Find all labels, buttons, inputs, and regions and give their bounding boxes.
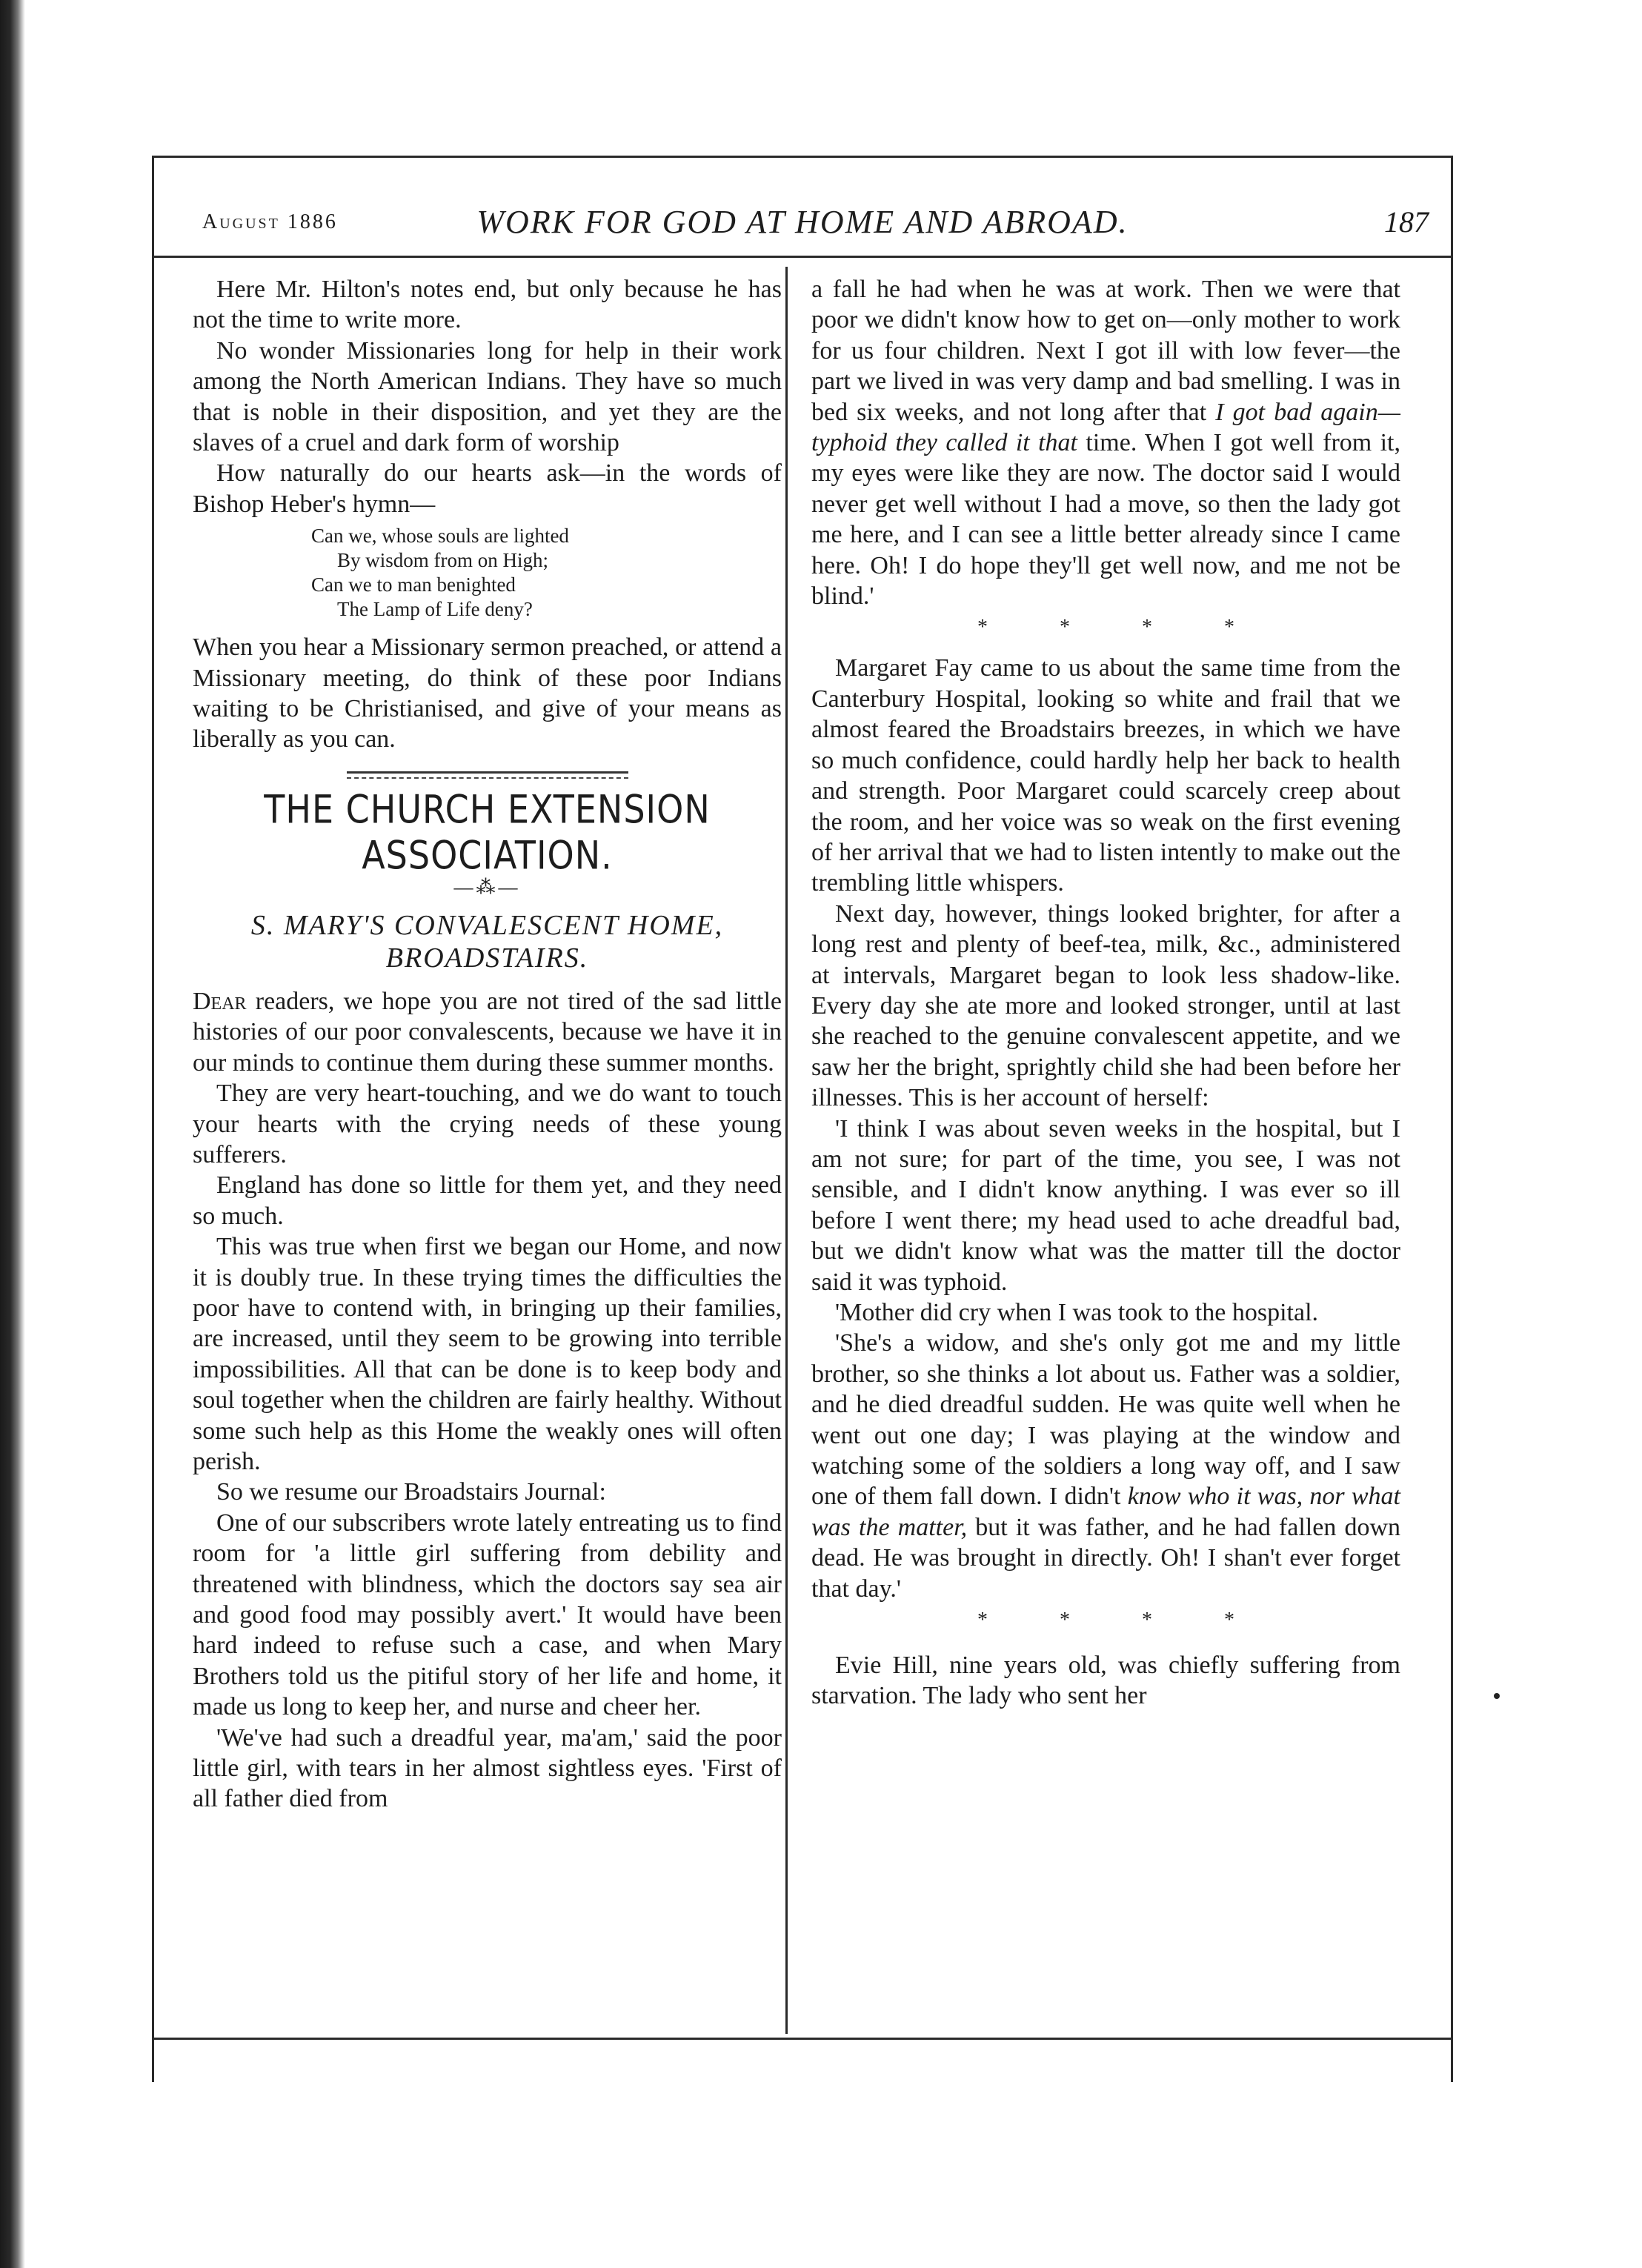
paragraph: Evie Hill, nine years old, was chiefly suffering from starvation. The lady who sent her xyxy=(811,1652,1400,1710)
paragraph-text: readers, we hope you are not tired of the sad little histories of our poor convalescents, because we have it in our minds to continue them during these summer months. xyxy=(193,987,782,1077)
paragraph: Here Mr. Hilton's notes end, but only because he has not the time to write more. xyxy=(193,276,782,334)
paragraph: 'Mother did cry when I was took to the hospital. xyxy=(835,1299,1319,1326)
paragraph: When you hear a Missionary sermon preached, or attend a Missionary meeting, do think of these poor Indians waiting to be Christianised, and give of your means as liberally as you can. xyxy=(193,633,782,754)
paragraph-text: time. When I got well from it, my eyes were like they are now. The doctor said I would never get well without I had a move, so then the lady got me here, and I can see a little better already since I came here. Oh! I do hope they'll get well now, and me not be blind.' xyxy=(811,429,1400,611)
page-frame xyxy=(152,156,1453,2082)
drop-cap-word: Dear xyxy=(193,987,247,1015)
paragraph: 'I think I was about seven weeks in the hospital, but I am not sure; for part of the time, you see, I was not sensible, and I didn't know anything. I was ever so ill before I went there; my head used to ache dreadful bad, but we didn't know what was the matter till the doctor said it was typhoid. xyxy=(811,1114,1400,1296)
section-divider xyxy=(347,771,628,779)
asterism-divider: * * * * xyxy=(977,1609,1234,1632)
paragraph: They are very heart-touching, and we do want to touch your hearts with the crying needs of these young sufferers. xyxy=(193,1080,782,1168)
paragraph: 'We've had such a dreadful year, ma'am,' said the poor little girl, with tears in her almost sightless eyes. 'First of all father died from xyxy=(193,1723,782,1813)
running-title: WORK FOR GOD AT HOME AND ABROAD. xyxy=(476,204,1129,240)
paragraph xyxy=(811,1328,1400,1604)
paragraph-text: 'She's a widow, and she's only got me and my little brother, so she thinks a lot about us. Father was a soldier, and he died dreadful sudden. He was quite well when he went out one day; I was playing at the window and watching some of the soldiers a long way off, and I saw one of them fall down. I didn't xyxy=(811,1329,1400,1511)
column-divider xyxy=(785,267,788,2034)
paragraph xyxy=(811,274,1400,611)
subtitle-line: BROADSTAIRS. xyxy=(385,942,589,974)
book-spine-edge xyxy=(0,0,25,2268)
ornament-divider: —⁂— xyxy=(453,876,521,898)
verse-line: Can we to man benighted xyxy=(311,573,516,596)
subtitle-line: S. MARY'S CONVALESCENT HOME, xyxy=(250,909,724,941)
paragraph xyxy=(193,986,782,1078)
paragraph: One of our subscribers wrote lately entreating us to find room for 'a little girl suffering from debility and threatened with blindness, which the doctors say sea air and good food may possibly avert.' It would have been hard indeed to refuse such a case, and when Mary Brothers told us the pitiful story of her life and home, it made us long to keep her, and nurse and cheer her. xyxy=(193,1509,782,1721)
paragraph: No wonder Missionaries long for help in their work among the North American Indians. They have so much that is noble in their disposition, and yet they are the slaves of a cruel and dark form of worship xyxy=(193,336,782,457)
page-number: 187 xyxy=(1384,205,1429,239)
paragraph: Margaret Fay came to us about the same time from the Canterbury Hospital, looking so white and frail that we almost feared the Broadstairs breezes, in which we have so much confidence, could hardly help her back to health and strength. Poor Margaret could scarcely creep about the room, and her voice was so weak on the first evening of her arrival that we had to listen intently to make out the trembling little whispers. xyxy=(811,654,1400,897)
verse-line: Can we, whose souls are lighted xyxy=(311,525,569,548)
section-title: THE CHURCH EXTENSION ASSOCIATION. xyxy=(264,785,711,878)
italic-text: I got bad again—typhoid they called it that xyxy=(811,398,1400,457)
right-column xyxy=(811,274,1400,1712)
article-subtitle xyxy=(193,909,782,974)
top-rule xyxy=(154,156,1451,158)
page-header xyxy=(154,200,1451,245)
paragraph-text: but it was father, and he had fallen down dead. He was brought in directly. Oh! I shan't ever forget that day.' xyxy=(811,1513,1400,1603)
paragraph-text: a fall he had when he was at work. Then we were that poor we didn't know how to get on—only mother to work for us four children. Next I got ill with low fever—the part we lived in was very damp and bad smelling. I was in bed six weeks, and not long after that xyxy=(811,276,1400,426)
bottom-rule xyxy=(154,2038,1451,2040)
italic-text: know who it was, nor what was the matter, xyxy=(811,1483,1400,1541)
verse-line: The Lamp of Life deny? xyxy=(337,598,533,621)
paragraph: So we resume our Broadstairs Journal: xyxy=(216,1478,606,1506)
verse-line: By wisdom from on High; xyxy=(337,549,549,572)
paragraph: This was true when first we began our Home, and now it is doubly true. In these trying times the difficulties the poor have to contend with, in bringing up their families, are increased, until they seem to be growing into terrible impossibilities. All that can be done is to keep body and soul together when the children are fairly healthy. Without some such help as this Home the weakly ones will often perish. xyxy=(193,1233,782,1475)
asterism-divider: * * * * xyxy=(977,616,1234,639)
print-speck xyxy=(1494,1693,1500,1699)
header-rule xyxy=(154,256,1451,258)
header-date: August 1886 xyxy=(202,210,338,233)
paragraph: Next day, however, things looked brighter, for after a long rest and plenty of beef-tea, milk, &c., administered at intervals, Margaret began to look less shadow-like. Every day she ate more and looked stronger, until at last she reached to the genuine convalescent appetite, and we saw her the bright, sprightly child she had been before her illnesses. This is her account of herself: xyxy=(811,899,1400,1112)
paragraph: England has done so little for them yet, and they need so much. xyxy=(193,1171,782,1230)
paragraph: How naturally do our hearts ask—in the words of Bishop Heber's hymn— xyxy=(193,459,782,518)
hymn-verse xyxy=(193,524,782,622)
left-column xyxy=(193,274,782,1815)
